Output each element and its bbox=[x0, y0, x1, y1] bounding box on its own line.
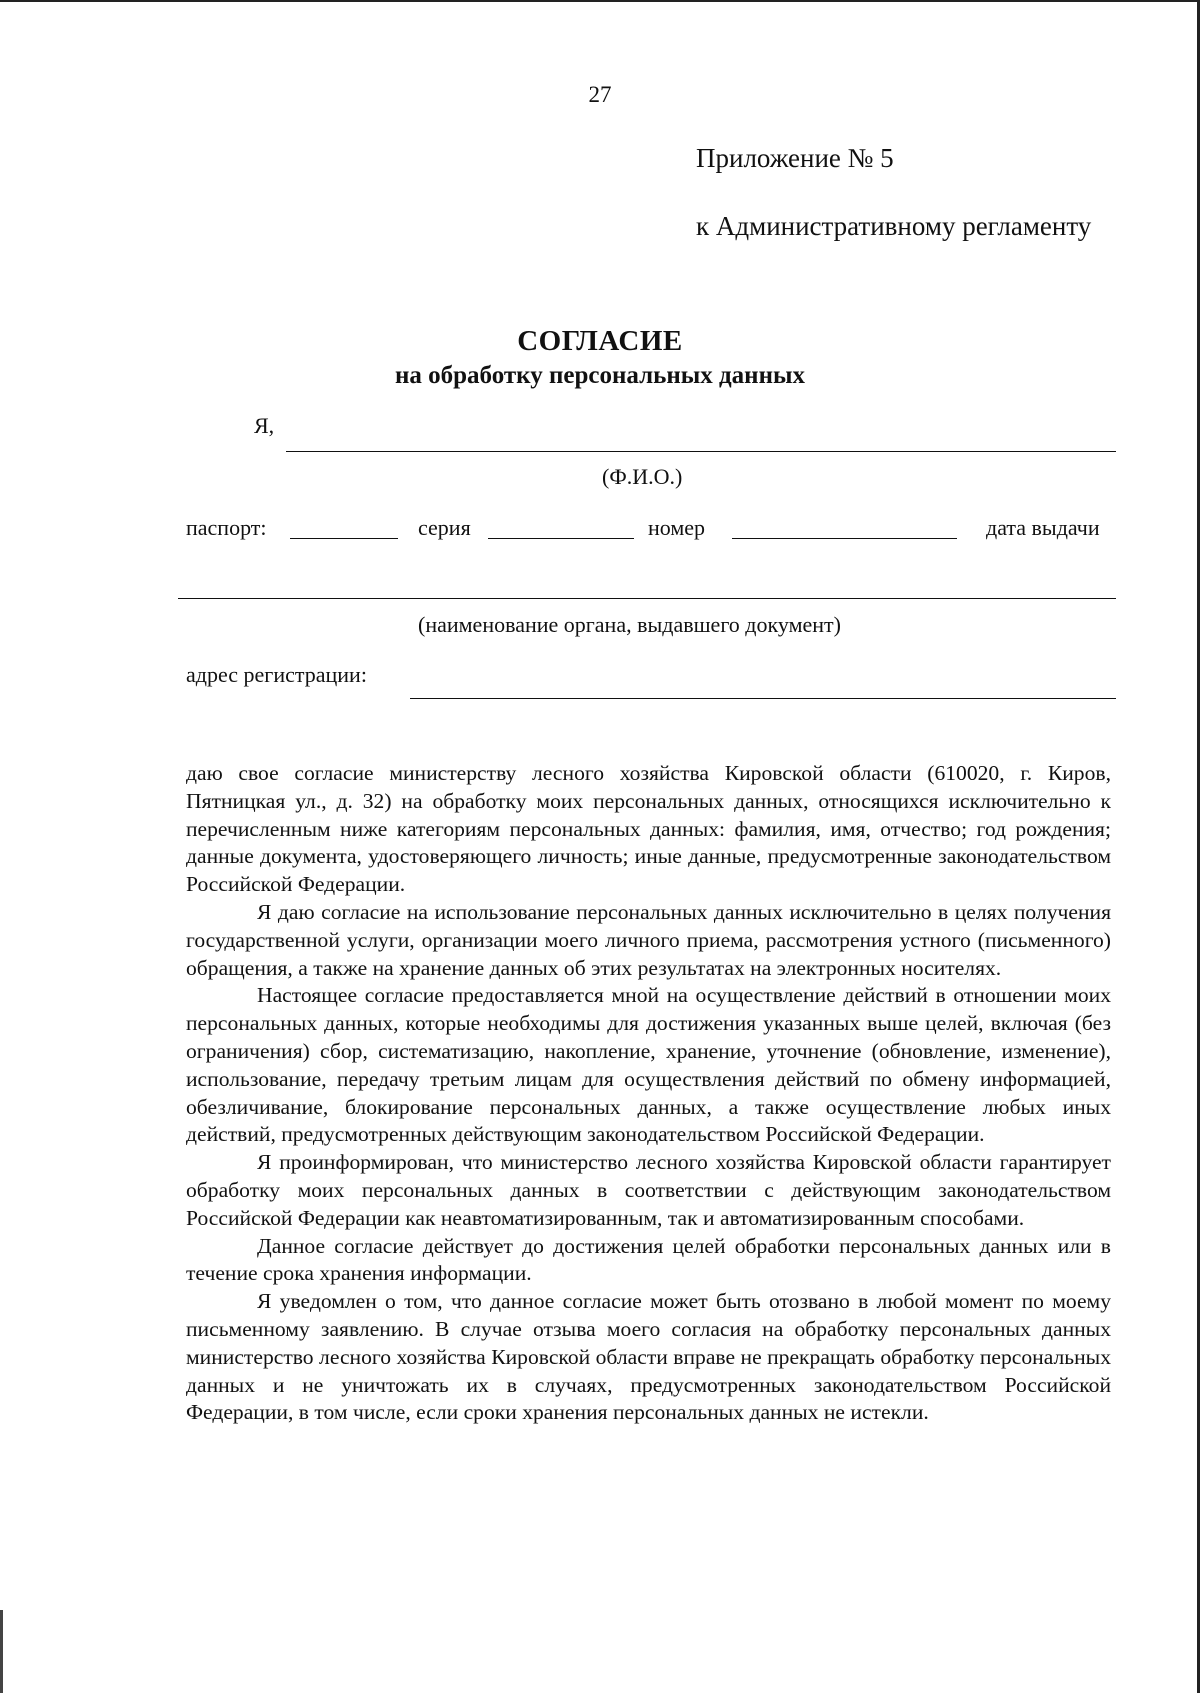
series-field-line[interactable] bbox=[488, 538, 634, 539]
paragraph-3: Настоящее согласие предоставляется мной на осуществление действий в отношении моих персональных данных, которые необходимы для достижения указанных выше целей, включая (без ограничения) сбор, систематизацию, накопление, хранение, уточнение (обновление, изменение), использование, передачу третьим лицам для осуществления действий по обмену информацией, обезличивание, блокирование персональных данных, а также осуществление любых иных действий, предусмотренных действующим законодательством Российской Федерации. bbox=[186, 983, 1111, 1147]
number-label: номер bbox=[648, 515, 706, 540]
fio-field-line[interactable] bbox=[286, 451, 1116, 452]
fio-caption: (Ф.И.О.) bbox=[602, 464, 683, 489]
appendix-reference: к Административному регламенту bbox=[696, 211, 1092, 241]
passport-label: паспорт: bbox=[186, 515, 267, 540]
paragraph-6: Я уведомлен о том, что данное согласие может быть отозвано в любой момент по моему письменному заявлению. В случае отзыва моего согласия на обработку персональных данных министерство лесного хозяйства Кировской области вправе не прекращать обработку персональных данных и не уничтожать их в случаях, предусмотренных законодательством Российской Федерации, в том числе, если сроки хранения персональных данных не истекли. bbox=[186, 1289, 1111, 1425]
paragraph-1: даю свое согласие министерству лесного хозяйства Кировской области (610020, г. Киров, Пятницкая ул., д. 32) на обработку моих персональных данных, относящихся исключительно к перечисленным ниже категориям персональных данных: фамилия, имя, отчество; год рождения; данные документа, удостоверяющего личность; иные данные, предусмотренные законодательством Российской Федерации. bbox=[186, 761, 1111, 897]
paragraph-2: Я даю согласие на использование персональных данных исключительно в целях получения государственной услуги, организации моего личного приема, рассмотрения устного (письменного) обращения, а также на хранение данных об этих результатах на электронных носителях. bbox=[186, 899, 1111, 980]
appendix-number: Приложение № 5 bbox=[696, 143, 894, 173]
issuer-caption: (наименование органа, выдавшего документ) bbox=[418, 612, 841, 637]
page-number: 27 bbox=[588, 82, 612, 107]
number-field-line[interactable] bbox=[732, 538, 957, 539]
paragraph-5: Данное согласие действует до достижения целей обработки персональных данных или в течение срока хранения информации. bbox=[186, 1233, 1111, 1286]
address-field-line[interactable] bbox=[410, 698, 1116, 699]
scan-edge-left bbox=[0, 1610, 3, 1693]
issue-date-label: дата выдачи bbox=[986, 515, 1100, 540]
paragraph-4: Я проинформирован, что министерство лесного хозяйства Кировской области гарантирует обработку моих персональных данных в соответствии с действующим законодательством Российской Федерации как неавтоматизированным, так и автоматизированным способами. bbox=[186, 1150, 1111, 1230]
issuer-field-line[interactable] bbox=[178, 598, 1116, 599]
address-label: адрес регистрации: bbox=[186, 662, 367, 687]
passport-field-line[interactable] bbox=[290, 538, 398, 539]
document-subtitle: на обработку персональных данных bbox=[395, 362, 805, 389]
i-label: Я, bbox=[254, 413, 275, 438]
consent-body bbox=[186, 760, 1111, 1427]
document-title: СОГЛАСИЕ bbox=[517, 325, 683, 357]
series-label: серия bbox=[418, 515, 471, 540]
scan-edge-top bbox=[0, 0, 1200, 2]
